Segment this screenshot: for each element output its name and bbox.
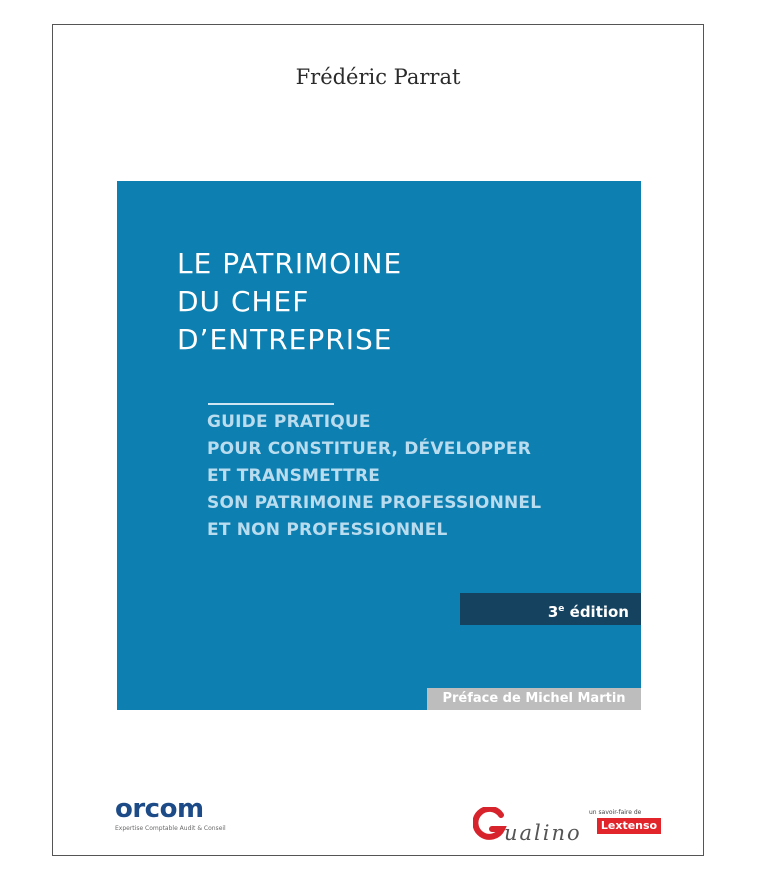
book-cover [52, 24, 704, 856]
title-divider [208, 403, 334, 405]
orcom-logo [115, 795, 226, 832]
gualino-wordmark: ualino [504, 821, 582, 845]
title-line: D’ENTREPRISE [177, 323, 393, 356]
title-line: DU CHEF [177, 285, 310, 318]
preface-banner: Préface de Michel Martin [427, 688, 641, 710]
subtitle-line: POUR CONSTITUER, DÉVELOPPER [207, 439, 532, 459]
edition-number: 3 [547, 603, 559, 621]
author-name: Frédéric Parrat [295, 65, 461, 89]
orcom-tagline: Expertise Comptable Audit & Conseil [115, 825, 226, 832]
lextenso-logo: Lextenso [597, 818, 661, 834]
edition-badge [460, 593, 641, 625]
title-line: LE PATRIMOINE [177, 247, 403, 280]
edition-suffix: e [558, 604, 565, 614]
book-subtitle [207, 409, 541, 544]
subtitle-line: GUIDE PRATIQUE [207, 412, 371, 432]
subtitle-line: ET NON PROFESSIONNEL [207, 520, 448, 540]
gualino-g-icon [473, 807, 507, 841]
lextenso-tagline: un savoir-faire de [589, 809, 642, 816]
title-panel [117, 181, 641, 710]
book-title [177, 245, 402, 359]
edition-label: édition [569, 603, 629, 621]
subtitle-line: SON PATRIMOINE PROFESSIONNEL [207, 493, 542, 513]
orcom-wordmark: orcom [115, 794, 204, 824]
subtitle-line: ET TRANSMETTRE [207, 466, 381, 486]
